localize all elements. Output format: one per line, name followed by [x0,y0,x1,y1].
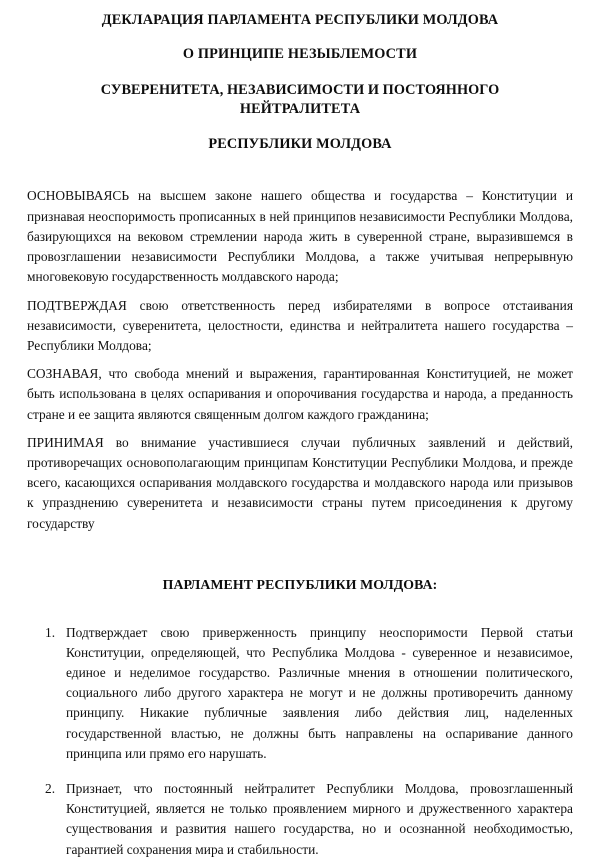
clause-list [27,623,573,860]
clause-marker: 2. [45,780,56,796]
document-body [0,186,600,859]
section-heading: ПАРЛАМЕНТ РЕСПУБЛИКИ МОЛДОВА: [162,576,438,592]
clause-item [27,623,573,764]
document-title-line-4: НЕЙТРАЛИТЕТА [239,100,361,117]
preamble-paragraph-1: ОСНОВЫВАЯСЬ на высшем законе нашего общества и государства – Конституции и признавая неоспоримость прописанных в ней принципов независимости Республики Молдова, базирующихся на вековом стремлении народа жить в суверенной стране, выразившемся в провозглашении независимости Республики Молдова, а также учитывая непрерывную многовековую государственность молдавского народа; [27,188,573,285]
document-title-line-5: РЕСПУБЛИКИ МОЛДОВА [208,136,392,153]
clause-text: Подтверждает свою приверженность принципу неоспоримости Первой статьи Конституции, определяющей, что Республика Молдова - суверенное и независимое, единое и неделимое государство. Различные мнения в отношении политического, социального либо другого характера не могут и не должны противоречить данному принципу. Никакие публичные заявления либо действия лиц, наделенных государственной властью, не должны быть направлены на оспаривание данного принципа или прямо его нарушать. [66,624,573,761]
document-title-line-3: СУВЕРЕНИТЕТА, НЕЗАВИСИМОСТИ И ПОСТОЯННОГО [100,81,500,98]
document-title-block [0,0,600,151]
clause-text: Признает, что постоянный нейтралитет Республики Молдова, провозглашенный Конституцией, является не только проявлением мирного и дружественного характера существования и развития нашего государства, но и осознанной необходимостью, гарантией сохранения мира и стабильности. [66,780,573,857]
preamble-paragraph-2: ПОДТВЕРЖДАЯ свою ответственность перед избирателями в вопросе отстаивания независимости, суверенитета, целостности, единства и нейтралитета нашего государства – Республики Молдова; [27,297,573,353]
document-title-line-1: ДЕКЛАРАЦИЯ ПАРЛАМЕНТА РЕСПУБЛИКИ МОЛДОВА [101,12,499,28]
preamble-paragraph-3: СОЗНАВАЯ, что свобода мнений и выражения, гарантированная Конституцией, не может быть использована в целях оспаривания и опорочивания государства и народа, а преданность стране и ее защита являются священным долгом каждого гражданина; [27,366,573,422]
document-title-line-2: О ПРИНЦИПЕ НЕЗЫБЛЕМОСТИ [182,46,418,63]
preamble-paragraph-4: ПРИНИМАЯ во внимание участившиеся случаи публичных заявлений и действий, противоречащих основополагающим принципам Конституции Республики Молдова, и прежде всего, касающихся оспаривания молдавского государства и молдавского народа или призывов к упразднению суверенитета и независимости страны путем присоединения к другому государству [27,434,573,531]
clause-marker: 1. [45,624,56,640]
clause-item [27,779,573,860]
